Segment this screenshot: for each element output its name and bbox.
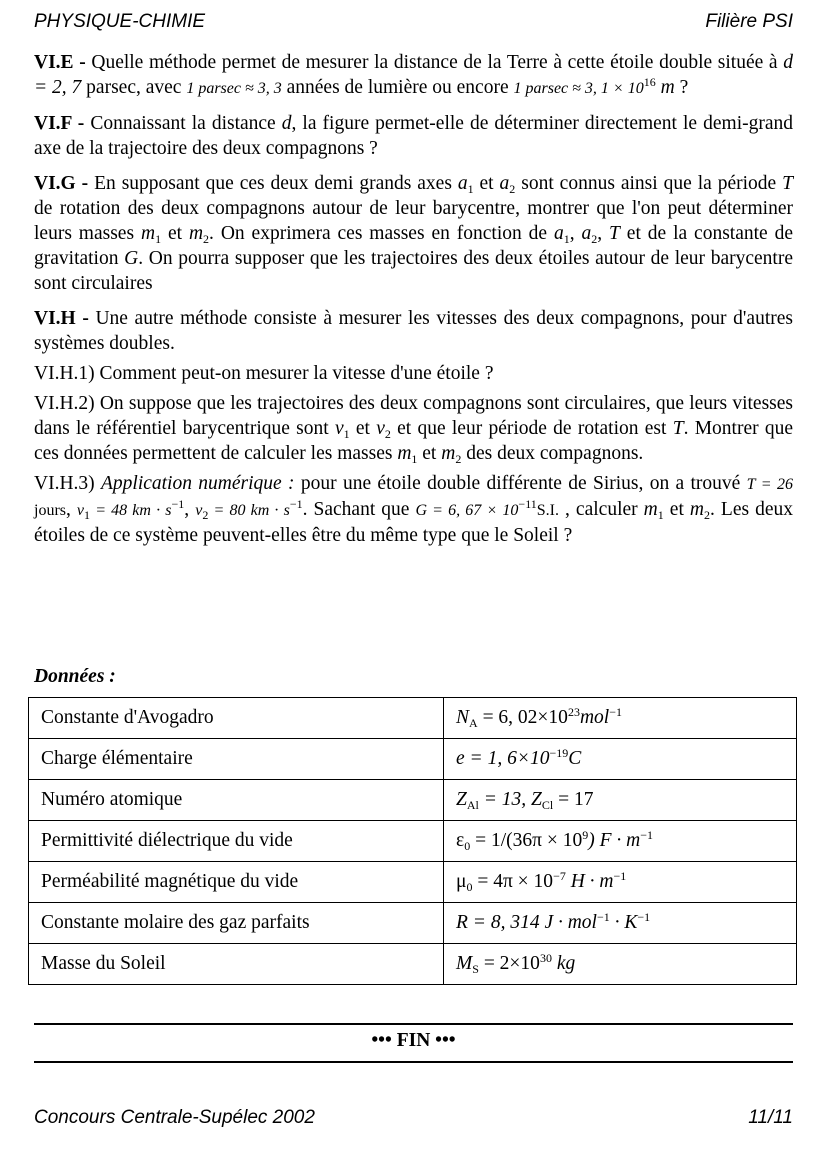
divider-top: [34, 1023, 793, 1025]
question-vi-h-2: VI.H.2) On suppose que les trajectoires des deux compagnons sont circulaires, que leurs vitesses dans le référentiel barycentrique sont $v_1$ et $v_2$ et que leur période de rotation est T. Montrer que ces données permettent de calculer les masses $m_1$ et $m_2$ des deux compagnons.: [34, 393, 794, 466]
question-label: VI.H -: [34, 308, 89, 329]
data-table: [28, 697, 797, 985]
question-content: [34, 50, 793, 548]
row-value: $\mu_0 = 4\pi \times 10^{-7}$ $H \cdot m^{-1}$: [444, 862, 797, 903]
table-row: [29, 862, 797, 903]
row-label: Perméabilité magnétique du vide: [29, 862, 444, 903]
question-label: VI.F -: [34, 113, 85, 134]
question-vi-e: VI.E - Quelle méthode permet de mesurer la distance de la Terre à cette étoile double située à d = 2, 7 parsec, avec 1 parsec ≈ 3, 3 années de lumière ou encore 1 parsec ≈ 3, $1 \times 10^{16}$ m ?: [34, 52, 793, 98]
data-title: Données :: [34, 666, 116, 687]
question-label: VI.E -: [34, 52, 86, 73]
table-row: [29, 944, 797, 985]
question-vi-f: VI.F - Connaissant la distance d, la figure permet-elle de déterminer directement le demi-grand axe de la trajectoire des deux compagnons ?: [34, 113, 794, 159]
row-value: R = 8, 314 $J \cdot mol^{-1} \cdot K^{-1}$: [444, 903, 797, 944]
table-row: [29, 821, 797, 862]
divider-bottom: [34, 1061, 793, 1063]
row-value: $M_S = 2\times 10^{30}$ kg: [444, 944, 797, 985]
row-value: $N_A = 6$, $02\times 10^{23}mol^{-1}$: [444, 698, 797, 739]
question-vi-h: VI.H - Une autre méthode consiste à mesurer les vitesses des deux compagnons, pour d'autres systèmes doubles.: [34, 308, 793, 354]
row-value: $Z_{Al} = 13$, $Z_{Cl} = 17$: [444, 780, 797, 821]
header-track: Filière PSI: [705, 11, 793, 32]
row-label: Numéro atomique: [29, 780, 444, 821]
table-row: [29, 739, 797, 780]
row-label: Masse du Soleil: [29, 944, 444, 985]
footer-contest: Concours Centrale-Supélec 2002: [34, 1107, 315, 1128]
table-row: [29, 903, 797, 944]
question-vi-h-1: VI.H.1) Comment peut-on mesurer la vitesse d'une étoile ?: [34, 363, 494, 384]
question-vi-g: VI.G - En supposant que ces deux demi grands axes $a_1$ et $a_2$ sont connus ainsi que la période T de rotation des deux compagnons autour de leur barycentre, montrer que l'on peut déterminer leurs masses $m_1$ et $m_2$. On exprimera ces masses en fonction de $a_1$, $a_2$, T et de la constante de gravitation G. On pourra supposer que les trajectoires des deux étoiles autour de leur barycentre sont circulaires: [34, 173, 794, 294]
page-number: 11/11: [748, 1107, 793, 1128]
header-subject: PHYSIQUE-CHIMIE: [34, 11, 206, 32]
table-row: [29, 780, 797, 821]
row-label: Charge élémentaire: [29, 739, 444, 780]
row-value: e = 1, $6\times 10^{-19}C$: [444, 739, 797, 780]
row-label: Permittivité diélectrique du vide: [29, 821, 444, 862]
question-label: VI.G -: [34, 173, 89, 194]
row-label: Constante molaire des gaz parfaits: [29, 903, 444, 944]
row-label: Constante d'Avogadro: [29, 698, 444, 739]
row-value: $\varepsilon_0 = 1/(36\pi \times 10^9) F \cdot m^{-1}$: [444, 821, 797, 862]
table-row: [29, 698, 797, 739]
end-marker: ••• FIN •••: [371, 1030, 456, 1051]
question-vi-h-3: VI.H.3) Application numérique : pour une étoile double différente de Sirius, on a trouvé T = 26 jours, $v_1 = 48$ km · $s^{-1}$, $v_2 = 80$ km · $s^{-1}$. Sachant que G = 6, $67 \times 10^{-11}S.I$. , calculer $m_1$ et $m_2$. Les deux étoiles de ce système peuvent-elles être du même type que le Soleil ?: [34, 473, 794, 546]
